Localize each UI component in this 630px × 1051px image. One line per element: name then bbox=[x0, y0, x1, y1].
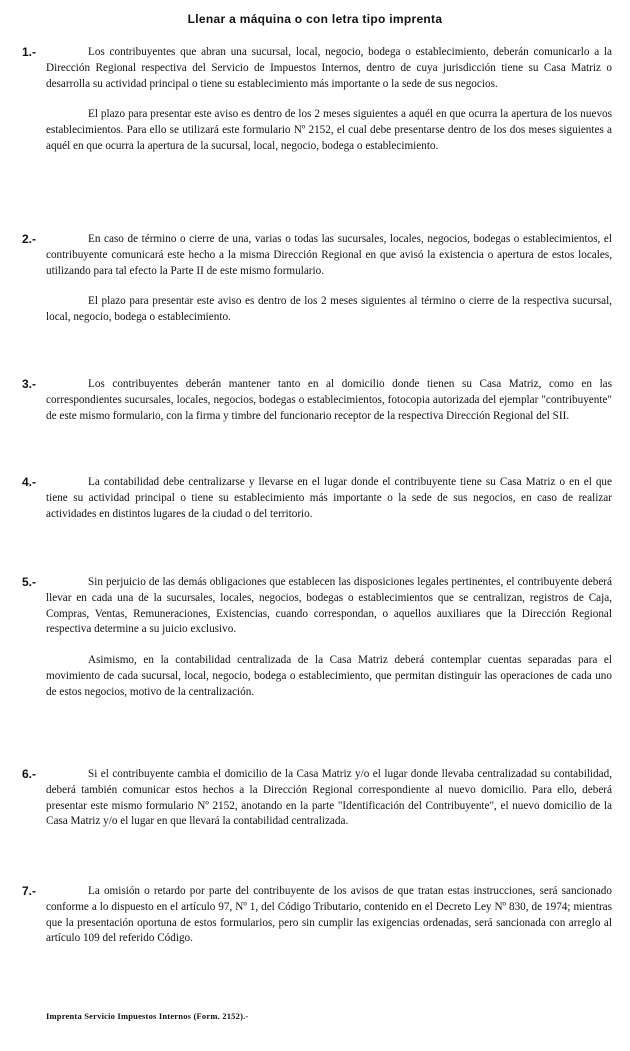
item-paragraph: Sin perjuicio de las demás obligaciones que establecen las disposiciones legales pertinentes, el contribuyente deberá llevar en cada una de la sucursales, locales, negocios, bodegas o establecimientos que se centralizan, registros de Caja, Compras, Ventas, Remuneraciones, Existencias, cuando correspondan, o aquellos auxiliares que la Dirección Regional respectiva determine a su juicio exclusivo. bbox=[46, 576, 612, 636]
item-paragraph: Los contribuyentes deberán mantener tanto en al domicilio donde tienen su Casa Matriz, como en las correspondientes sucursales, locales, negocios, bodegas o establecimientos, fotocopia autorizada del ejemplar "contribuyente" de este mismo formulario, con la firma y timbre del funcionario receptor de la respectiva Dirección Regional del SII. bbox=[46, 378, 612, 422]
item-paragraph: La omisión o retardo por parte del contribuyente de los avisos de que tratan estas instrucciones, será sancionado conforme a lo dispuesto en el artículo 97, Nº 1, del Código Tributario, contenido en el Decreto Ley Nº 830, de 1974; mientras que la presentación oportuna de estos formularios, pero sin cumplir las exigencias ordenadas, será sancionada con arreglo al artículo 109 del referido Código. bbox=[46, 885, 612, 945]
instruction-item-6 bbox=[22, 767, 612, 830]
item-paragraph: Los contribuyentes que abran una sucursal, local, negocio, bodega o establecimiento, deberán comunicarlo a la Dirección Regional respectiva del Servicio de Impuestos Internos, dentro de cuya jurisdicción tiene su Casa Matriz o desarrolla su actividad principal o tiene su establecimiento más importante o la sede de sus negocios. bbox=[46, 46, 612, 90]
instruction-item-7 bbox=[22, 884, 612, 947]
item-paragraph: El plazo para presentar este aviso es dentro de los 2 meses siguientes a aquél en que ocurra la apertura de los nuevos establecimientos. Para ello se utilizará este formulario Nº 2152, el cual debe presentarse dentro de los dos meses siguientes a aquél en que ocurra la apertura de la sucursal, local, negocio, bodega o establecimiento. bbox=[46, 108, 612, 152]
instruction-item-5 bbox=[22, 575, 612, 701]
item-paragraph: En caso de término o cierre de una, varias o todas las sucursales, locales, negocios, bodegas o establecimientos, el contribuyente comunicará este hecho a la misma Dirección Regional en que avisó la existencia o apertura de estos locales, utilizando para tal efecto la Parte II de este mismo formulario. bbox=[46, 233, 612, 277]
item-number: 3.- bbox=[22, 377, 37, 391]
instruction-item-2 bbox=[22, 232, 612, 326]
printer-footer: Imprenta Servicio Impuestos Internos (Form. 2152).- bbox=[46, 1011, 249, 1021]
item-paragraph: El plazo para presentar este aviso es dentro de los 2 meses siguientes al término o cierre de la respectiva sucursal, local, negocio, bodega o establecimiento. bbox=[46, 295, 612, 324]
item-number: 7.- bbox=[22, 884, 37, 898]
item-paragraph: Asimismo, en la contabilidad centralizada de la Casa Matriz deberá contemplar cuentas separadas para el movimiento de cada sucursal, local, negocio, bodega o establecimiento, que permitan distinguir las operaciones de cada uno de estos negocios, motivo de la centralización. bbox=[46, 654, 612, 698]
instruction-item-1 bbox=[22, 45, 612, 155]
item-number: 2.- bbox=[22, 232, 37, 246]
item-number: 5.- bbox=[22, 575, 37, 589]
instruction-item-3 bbox=[22, 377, 612, 424]
item-number: 1.- bbox=[22, 45, 37, 59]
item-number: 4.- bbox=[22, 475, 37, 489]
item-paragraph: La contabilidad debe centralizarse y llevarse en el lugar donde el contribuyente tiene su Casa Matriz o en el que tiene su actividad principal o tiene su establecimiento más importante o la sede de sus negocios, en caso de realizar actividades en distintos lugares de la ciudad o del territorio. bbox=[46, 476, 612, 520]
item-paragraph: Si el contribuyente cambia el domicilio de la Casa Matriz y/o el lugar donde llevaba centralizadad su contabilidad, deberá también comunicar estos hechos a la Dirección Regional correspondiente al nuevo domicilio. Para ello, deberá presentar este mismo formulario Nº 2152, anotando en la parte "Identificación del Contribuyente", el nuevo domicilio de la Casa Matriz y/o el lugar en que llevará la contabilidad centralizada. bbox=[46, 768, 612, 828]
item-number: 6.- bbox=[22, 767, 37, 781]
instruction-item-4 bbox=[22, 475, 612, 522]
page-title: Llenar a máquina o con letra tipo imprenta bbox=[187, 12, 443, 26]
